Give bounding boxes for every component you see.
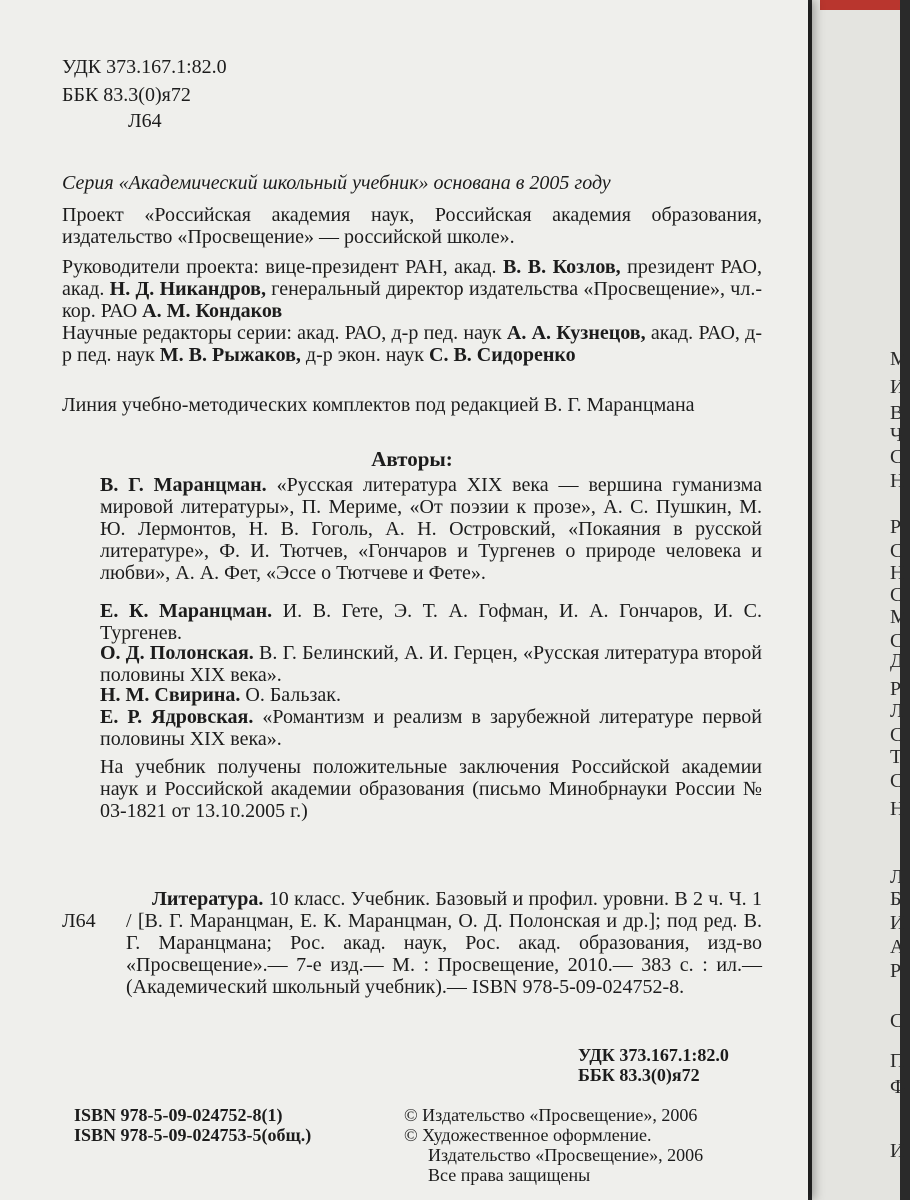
- copyright-design: © Художественное оформление.: [404, 1125, 652, 1145]
- adjacent-page-letter: С: [890, 770, 904, 792]
- adjacent-page-letter: Ф: [890, 1076, 906, 1098]
- adjacent-page-letter: С: [890, 724, 904, 746]
- author-name: О. Д. Полонская.: [100, 642, 254, 664]
- editors-text: д-р экон. наук: [300, 344, 430, 366]
- author-code-top: Л64: [128, 110, 162, 132]
- author-name: Е. Р. Ядровская.: [100, 706, 254, 728]
- line-note: Линия учебно-методических комплектов под редакцией В. Г. Маранцмана: [62, 394, 695, 416]
- authors-heading: Авторы:: [371, 447, 453, 471]
- copyright-publisher: © Издательство «Просвещение», 2006: [404, 1105, 698, 1125]
- author-entry: [100, 642, 762, 686]
- bbk-code-top: ББК 83.3(0)я72: [62, 84, 191, 106]
- adjacent-page-letter: А: [890, 936, 905, 958]
- adjacent-page-letter: В: [890, 402, 904, 424]
- adjacent-page-letter: С: [890, 446, 904, 468]
- adjacent-page-letter: С: [890, 1010, 904, 1032]
- leaders-text: президент РАО, акад.: [62, 256, 762, 300]
- leaders-text: Руководители проекта: вице-президент РАН, акад.: [62, 256, 503, 278]
- adjacent-page-letter: И: [890, 1140, 905, 1162]
- author-entry: [100, 600, 762, 644]
- copyright-design-publisher: Издательство «Просвещение», 2006: [428, 1145, 704, 1165]
- author-works: И. В. Гете, Э. Т. А. Гофман, И. А. Гончаров, И. С. Тургенев.: [100, 600, 762, 644]
- biblio-title: Литература.: [152, 888, 264, 910]
- leader-name: А. М. Кондаков: [142, 300, 283, 322]
- editor-name: М. В. Рыжаков,: [159, 344, 301, 366]
- author-works: «Романтизм и реализм в зарубежной литературе первой половины XIX века».: [100, 706, 762, 750]
- leader-name: Н. Д. Никандров,: [109, 278, 266, 300]
- adjacent-page-letter: Л: [890, 700, 904, 722]
- author-entry: [100, 684, 762, 706]
- adjacent-page-letter: И: [890, 912, 905, 934]
- biblio-text: 10 класс. Учебник. Базовый и профил. уровни. В 2 ч. Ч. 1 / [В. Г. Маранцман, Е. К. Маранцман, О. Д. Полонская и др.]; под ред. В. Г. Маранцмана; Рос. акад. наук, Рос. акад. образования, изд-во «Просвещение».— 7-е изд.— М. : Просвещение, 2010.— 383 с. : ил.— (Академический школьный учебник).— ISBN 978-5-09-024752-8.: [126, 888, 763, 998]
- adjacent-page: [812, 0, 903, 1200]
- author-entry: [100, 706, 762, 750]
- adjacent-page-letter: П: [890, 1050, 905, 1072]
- adjacent-page-letter: Н: [890, 562, 905, 584]
- author-name: В. Г. Маранцман.: [100, 474, 267, 496]
- udk-code-top: УДК 373.167.1:82.0: [62, 56, 227, 78]
- adjacent-page-letter: М: [890, 606, 908, 628]
- leader-name: В. В. Козлов,: [502, 256, 621, 278]
- adjacent-page-letter: Л: [890, 866, 904, 888]
- author-name: Е. К. Маранцман.: [100, 600, 273, 622]
- biblio-author-code: Л64: [62, 910, 96, 932]
- adjacent-page-red-edge: [820, 0, 900, 10]
- adjacent-page-letter: Н: [890, 798, 905, 820]
- bibliographic-record: [126, 888, 762, 998]
- series-note: Серия «Академический школьный учебник» основана в 2005 году: [62, 172, 611, 194]
- adjacent-page-letter: Ч: [890, 424, 903, 446]
- bbk-code-bottom: ББК 83.3(0)я72: [578, 1065, 700, 1085]
- udk-code-bottom: УДК 373.167.1:82.0: [578, 1045, 729, 1065]
- editor-name: А. А. Кузнецов,: [506, 322, 646, 344]
- adjacent-page-letter: С: [890, 584, 904, 606]
- adjacent-page-letter: Д: [890, 650, 904, 672]
- author-works: О. Бальзак.: [245, 684, 341, 706]
- adjacent-page-letter: Б: [890, 888, 902, 910]
- editor-name: С. В. Сидоренко: [429, 344, 576, 366]
- author-works: В. Г. Белинский, А. И. Герцен, «Русская литература второй половины XIX века».: [100, 642, 762, 686]
- series-editors: [62, 322, 762, 366]
- isbn-set: ISBN 978-5-09-024753-5(общ.): [74, 1125, 312, 1145]
- adjacent-page-letter: Т: [890, 746, 903, 768]
- adjacent-page-letter: М: [890, 348, 908, 370]
- adjacent-page-letter: И: [890, 376, 905, 398]
- adjacent-page-letter: Р: [890, 516, 902, 538]
- isbn-volume: ISBN 978-5-09-024752-8(1): [74, 1105, 283, 1125]
- adjacent-page-letter: С: [890, 540, 904, 562]
- adjacent-page-letter: С: [890, 630, 904, 652]
- author-name: Н. М. Свирина.: [100, 684, 241, 706]
- leaders-text: генеральный директор издательства «Просвещение», чл.-кор. РАО: [62, 278, 763, 322]
- project-leaders: [62, 256, 762, 322]
- project-note: Проект «Российская академия наук, Российская академия образования, издательство «Просвещение» — российской школе».: [62, 204, 762, 248]
- rights-reserved: Все права защищены: [428, 1165, 591, 1185]
- adjacent-page-letter: Р: [890, 678, 902, 700]
- author-entry: [100, 474, 762, 584]
- editors-text: Научные редакторы серии: акад. РАО, д-р пед. наук: [62, 322, 507, 344]
- approval-note: На учебник получены положительные заключения Российской академии наук и Российской академии образования (письмо Минобрнауки России № 03-1821 от 13.10.2005 г.): [100, 756, 762, 822]
- editors-text: акад. РАО, д-р пед. наук: [62, 322, 762, 366]
- author-works: «Русская литература XIX века — вершина гуманизма мировой литературы», П. Мериме, «От поэзии к прозе», А. С. Пушкин, М. Ю. Лермонтов, Н. В. Гоголь, А. Н. Островский, «Покаяния в русской литературе», Ф. И. Тютчев, «Гончаров и Тургенев о природе человека и любви», А. А. Фет, «Эссе о Тютчеве и Фете».: [100, 474, 762, 584]
- adjacent-page-letter: Н: [890, 470, 905, 492]
- adjacent-page-letter: Р: [890, 960, 902, 982]
